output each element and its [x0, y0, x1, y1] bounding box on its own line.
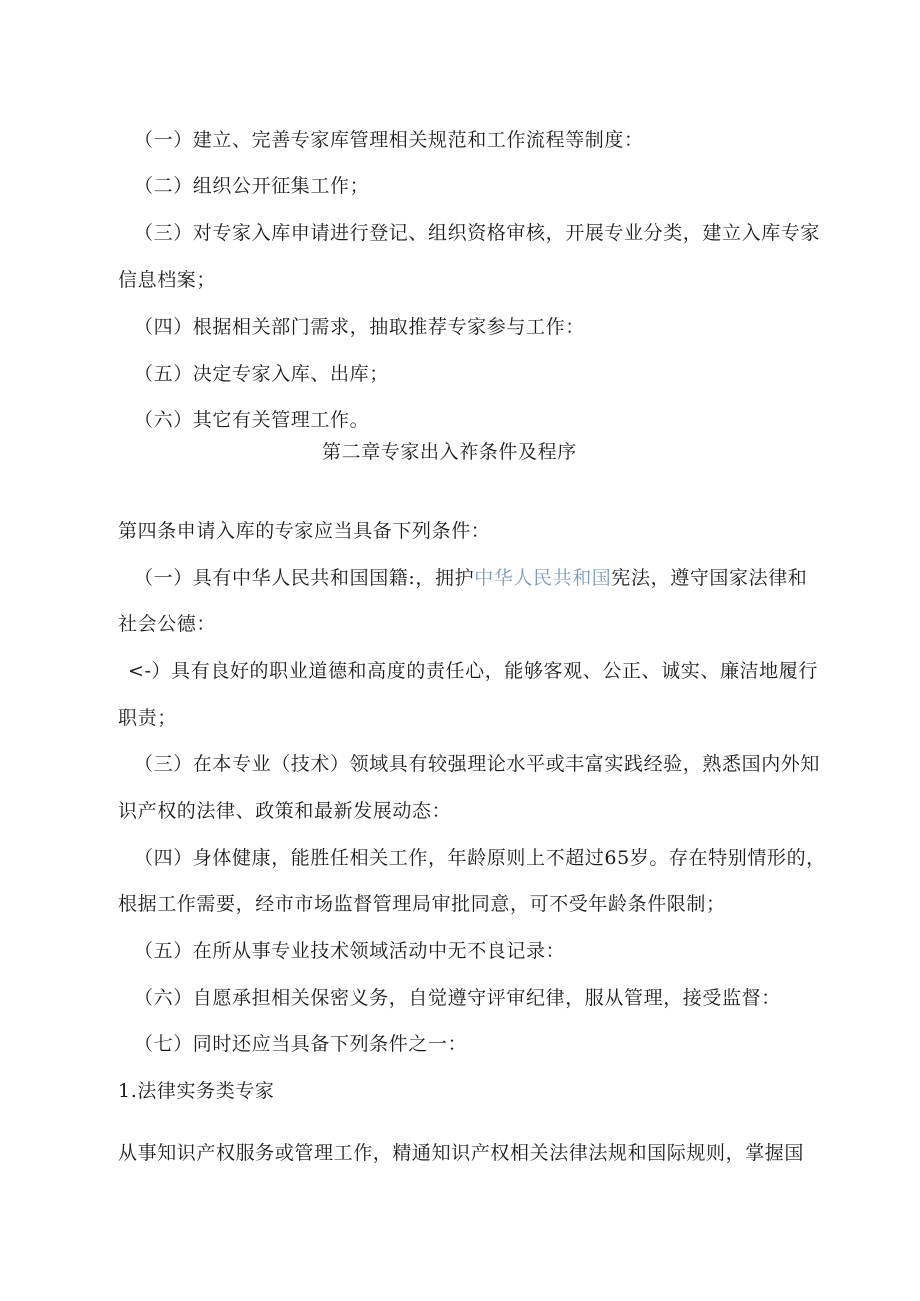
duty-item-6: （六）其它有关管理工作。: [134, 409, 370, 431]
condition-1-prefix: （一）具有中华人民共和国国籍:，拥护: [134, 567, 475, 589]
constitution-link[interactable]: 中华人民共和国: [474, 567, 612, 589]
condition-1: [134, 565, 807, 591]
condition-2: <-）具有良好的职业道德和高度的责任心，能够客观、公正、诚实、廉洁地履行: [128, 660, 818, 682]
condition-6: （六）自愿承担相关保密义务，自觉遵守评审纪律，服从管理，接受监督：: [134, 987, 781, 1009]
chapter-title: 第二章专家出入祚条件及程序: [322, 441, 577, 463]
article-4-title: 第四条申请入库的专家应当具备下列条件：: [118, 520, 491, 542]
condition-2-continued: 职责；: [118, 707, 177, 729]
condition-3: （三）在本专业（技术）领域具有较强理论水平或丰富实践经验，熟悉国内外知: [134, 753, 821, 775]
duty-item-5: （五）决定专家入库、出库；: [134, 363, 389, 385]
condition-5: （五）在所从事专业技术领域活动中无不良记录：: [134, 940, 566, 962]
category-1-text: 从事知识产权服务或管理工作，精通知识产权相关法律法规和国际规则，掌握国: [118, 1142, 805, 1164]
condition-7: （七）同时还应当具备下列条件之一：: [134, 1033, 468, 1055]
duty-item-1: （一）建立、完善专家库管理相关规范和工作流程等制度：: [134, 129, 644, 151]
condition-1-suffix: 宪法，遵守国家法律和: [611, 567, 808, 589]
condition-3-continued: 识产权的法律、政策和最新发展动态：: [118, 800, 452, 822]
duty-item-2: （二）组织公开征集工作；: [134, 175, 370, 197]
category-1-title: 1.法律实务类专家: [118, 1080, 275, 1102]
duty-item-3-continued: 信息档案；: [118, 269, 217, 291]
duty-item-3: （三）对专家入库申请进行登记、组织资格审核，开展专业分类，建立入库专家: [134, 222, 821, 244]
condition-4-continued: 根据工作需要，经市市场监督管理局审批同意，可不受年龄条件限制；: [118, 893, 726, 915]
duty-item-4: （四）根据相关部门需求，抽取推荐专家参与工作：: [134, 316, 585, 338]
condition-1-continued: 社会公德：: [118, 613, 217, 635]
condition-4: （四）身体健康，能胜任相关工作，年龄原则上不超过65岁。存在特别情形的，: [134, 847, 826, 869]
